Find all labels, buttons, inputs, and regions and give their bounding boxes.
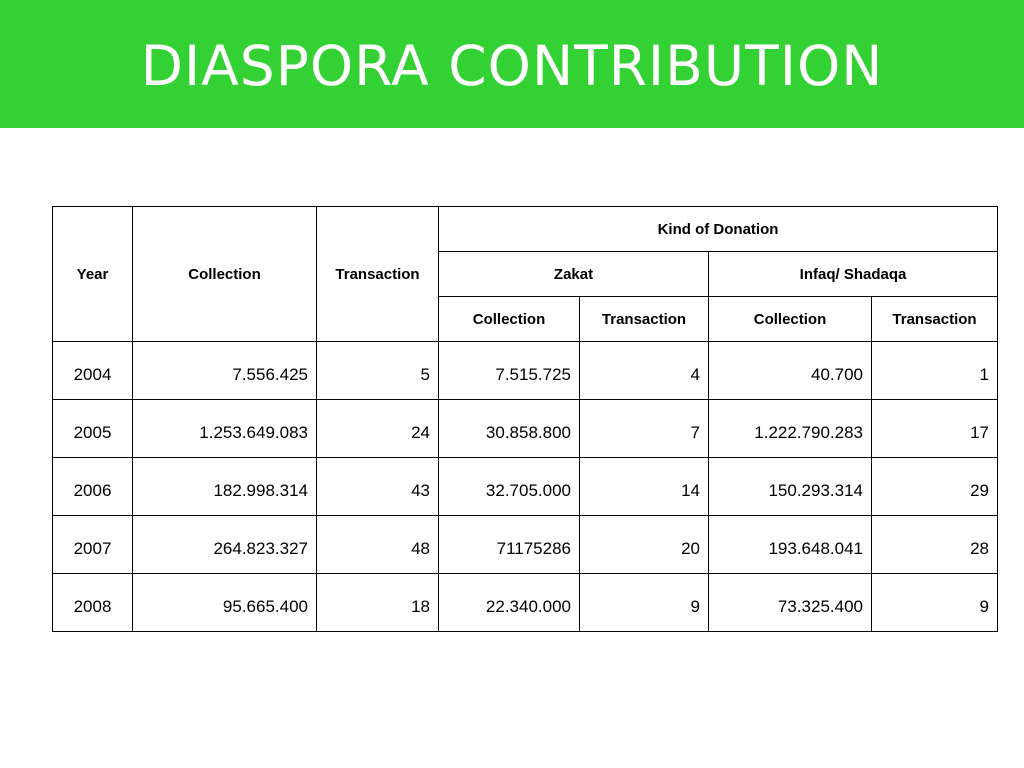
cell-infaq-transaction: 1	[872, 342, 998, 400]
cell-infaq-transaction: 9	[872, 574, 998, 632]
cell-zakat-transaction: 7	[580, 400, 709, 458]
cell-zakat-collection: 71175286	[439, 516, 580, 574]
table-row	[53, 516, 998, 574]
cell-collection: 1.253.649.083	[133, 400, 317, 458]
cell-collection: 182.998.314	[133, 458, 317, 516]
cell-zakat-transaction: 9	[580, 574, 709, 632]
cell-transaction: 43	[317, 458, 439, 516]
cell-collection: 264.823.327	[133, 516, 317, 574]
header-zakat-transaction: Transaction	[580, 297, 709, 342]
header-year: Year	[53, 207, 133, 342]
cell-zakat-collection: 22.340.000	[439, 574, 580, 632]
table-row	[53, 574, 998, 632]
header-transaction: Transaction	[317, 207, 439, 342]
cell-collection: 95.665.400	[133, 574, 317, 632]
donation-table	[52, 206, 998, 632]
cell-collection: 7.556.425	[133, 342, 317, 400]
header-infaq-shadaqa: Infaq/ Shadaqa	[709, 252, 998, 297]
cell-zakat-collection: 30.858.800	[439, 400, 580, 458]
header-infaq-transaction: Transaction	[872, 297, 998, 342]
header-zakat: Zakat	[439, 252, 709, 297]
cell-transaction: 5	[317, 342, 439, 400]
cell-transaction: 18	[317, 574, 439, 632]
cell-zakat-transaction: 14	[580, 458, 709, 516]
cell-infaq-transaction: 17	[872, 400, 998, 458]
cell-zakat-transaction: 4	[580, 342, 709, 400]
cell-year: 2008	[53, 574, 133, 632]
header-zakat-collection: Collection	[439, 297, 580, 342]
table-row	[53, 458, 998, 516]
cell-infaq-transaction: 28	[872, 516, 998, 574]
cell-zakat-transaction: 20	[580, 516, 709, 574]
header-row-1	[53, 207, 998, 252]
cell-infaq-collection: 193.648.041	[709, 516, 872, 574]
table-row	[53, 342, 998, 400]
cell-year: 2005	[53, 400, 133, 458]
cell-infaq-transaction: 29	[872, 458, 998, 516]
table-row	[53, 400, 998, 458]
header-collection: Collection	[133, 207, 317, 342]
cell-zakat-collection: 32.705.000	[439, 458, 580, 516]
cell-infaq-collection: 150.293.314	[709, 458, 872, 516]
title-banner	[0, 0, 1024, 128]
cell-year: 2006	[53, 458, 133, 516]
slide-title: DIASPORA CONTRIBUTION	[140, 34, 884, 98]
cell-transaction: 48	[317, 516, 439, 574]
cell-infaq-collection: 40.700	[709, 342, 872, 400]
cell-year: 2004	[53, 342, 133, 400]
cell-zakat-collection: 7.515.725	[439, 342, 580, 400]
cell-infaq-collection: 1.222.790.283	[709, 400, 872, 458]
cell-year: 2007	[53, 516, 133, 574]
cell-transaction: 24	[317, 400, 439, 458]
cell-infaq-collection: 73.325.400	[709, 574, 872, 632]
header-kind-of-donation: Kind of Donation	[439, 207, 998, 252]
header-infaq-collection: Collection	[709, 297, 872, 342]
